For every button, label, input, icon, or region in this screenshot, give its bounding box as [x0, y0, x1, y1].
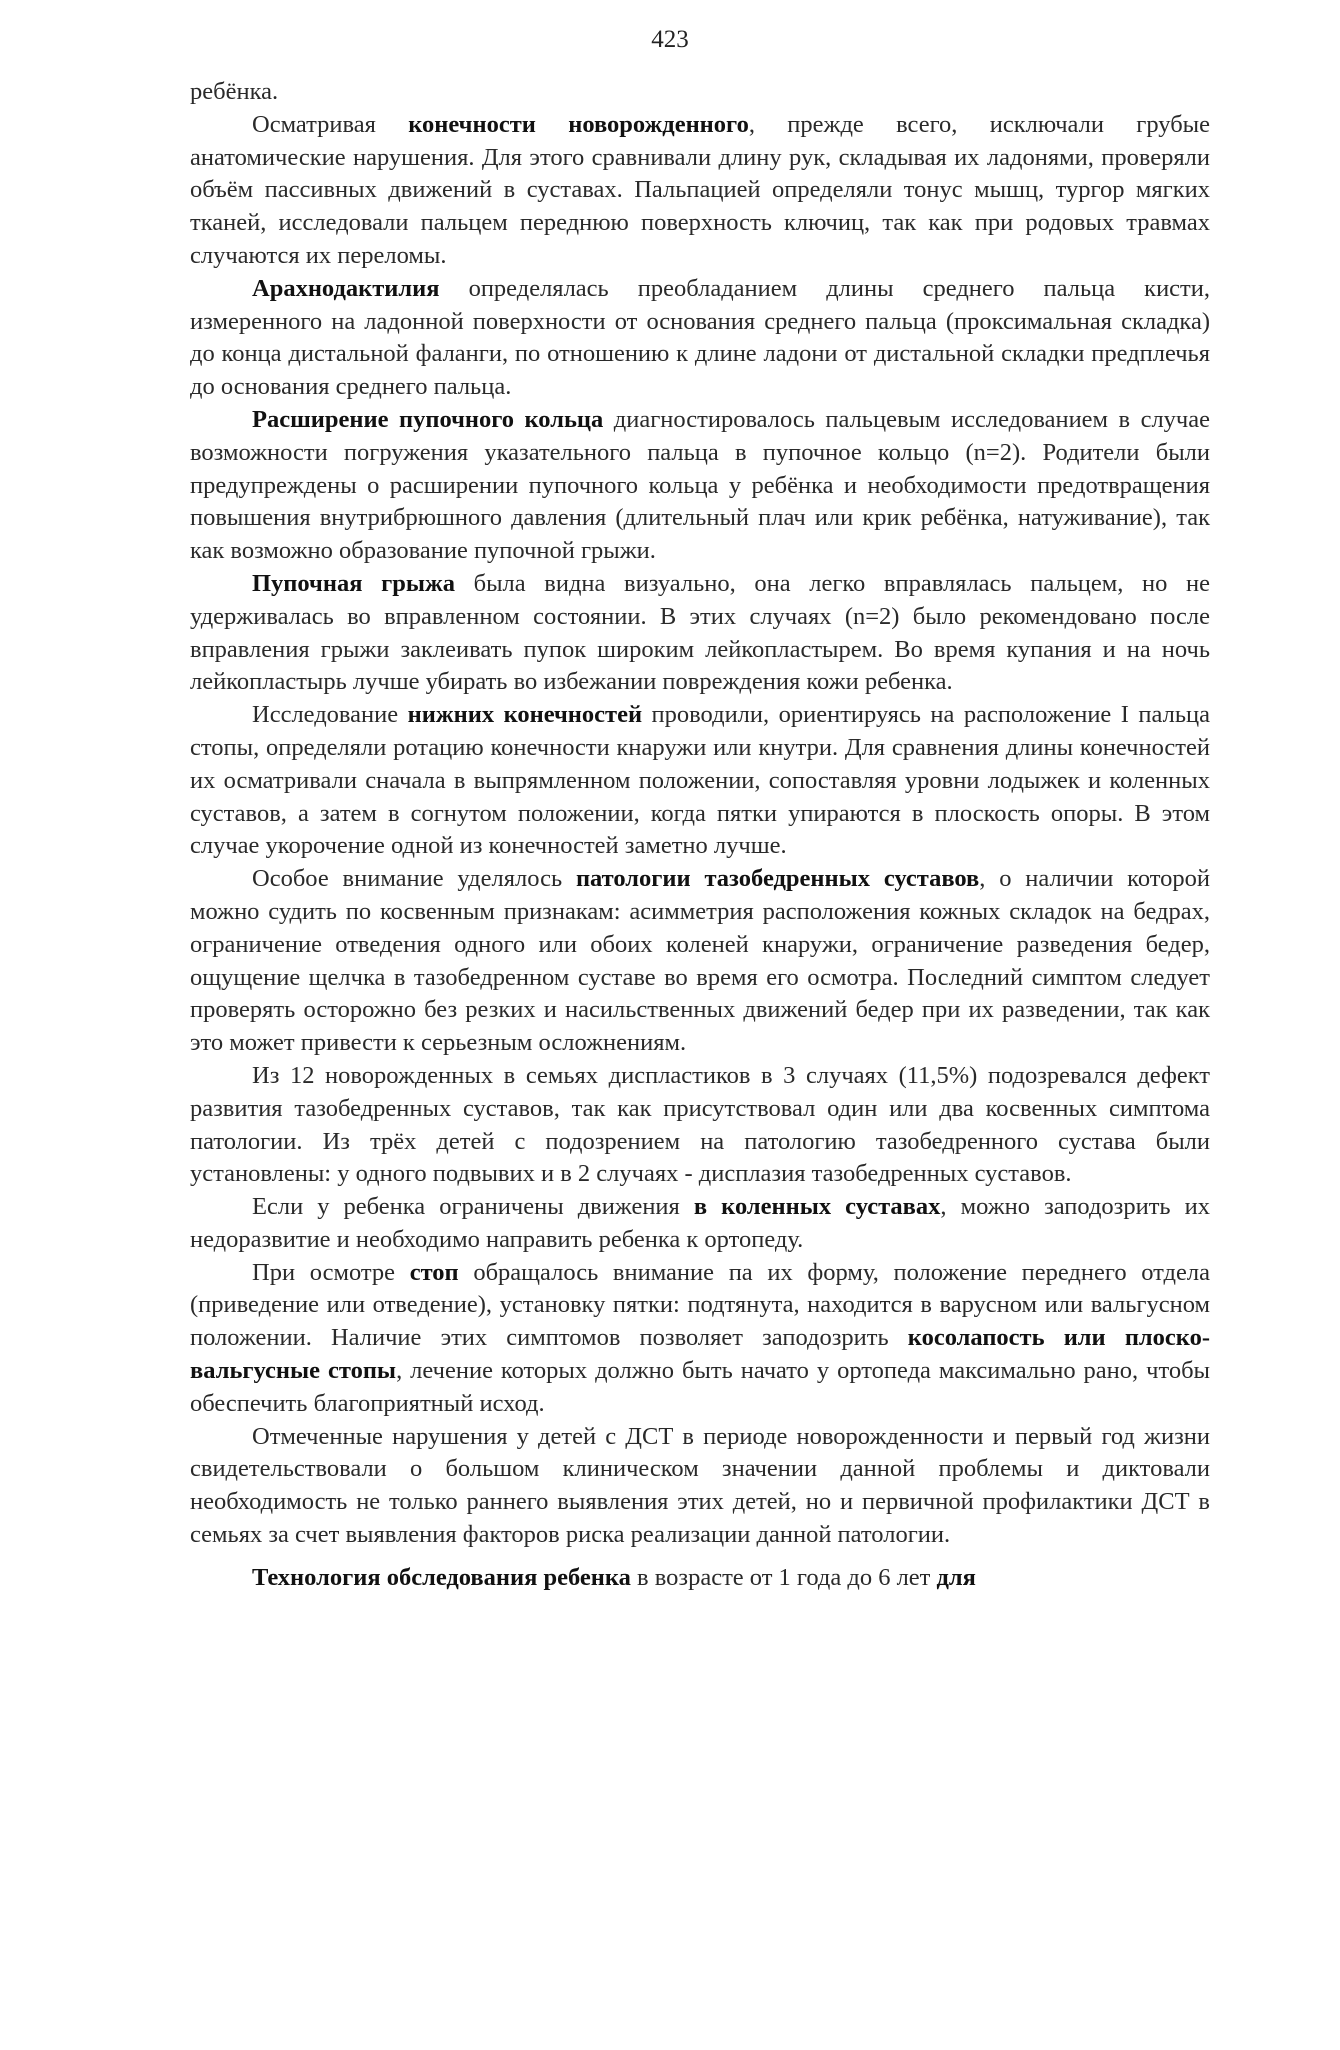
text-run: При осмотре [252, 1258, 410, 1286]
text-run: , можно заподозрить их недоразвитие и необходимо направить ребенка к ортопеду. [190, 1193, 1210, 1253]
text-run: , лечение которых должно быть начато у ортопеда максимально рано, чтобы обеспечить благоприятный исход. [190, 1357, 1211, 1417]
text-run: в возрасте от 1 года до 6 лет [630, 1563, 937, 1591]
paragraph [190, 863, 1210, 1060]
paragraph [190, 568, 1210, 699]
body-text [190, 76, 1210, 1595]
paragraph [190, 1421, 1210, 1552]
bold-term: Расширение пупочного кольца [252, 405, 604, 433]
bold-term: Арахнодактилия [252, 274, 440, 302]
bold-term: косолапость или плоско-вальгусные стопы [190, 1324, 1211, 1385]
paragraph [190, 404, 1210, 568]
text-run: была видна визуально, она легко вправлялась пальцем, но не удерживалась во вправленном состоянии. В этих случаях (n=2) было рекомендовано после вправления грыжи заклеивать пупок широким лейкопластырем. Во время купания и на ночь лейкопластырь лучше убирать во избежании повреждения кожи ребенка. [190, 569, 1211, 696]
paragraph [190, 109, 1210, 273]
paragraph [190, 1257, 1210, 1421]
text-run: Отмеченные нарушения у детей с ДСТ в периоде новорожденности и первый год жизни свидетельствовали о большом клиническом значении данной проблемы и диктовали необходимость не только раннего выявления этих детей, но и первичной профилактики ДСТ в семьях за счет выявления факторов риска реализации данной патологии. [190, 1422, 1210, 1549]
bold-term: патологии тазобедренных суставов [575, 865, 980, 893]
text-run: ребёнка. [190, 78, 279, 105]
text-run: Исследование [252, 701, 408, 729]
paragraph [190, 273, 1210, 404]
bold-term: Пупочная грыжа [252, 569, 455, 597]
bold-term: в коленных суставах [693, 1193, 941, 1221]
bold-term: Технология обследования ребенка [252, 1563, 631, 1591]
paragraph [190, 1060, 1210, 1191]
bold-term: для [936, 1563, 976, 1591]
text-run: Из 12 новорожденных в семьях диспластиков в 3 случаях (11,5%) подозревался дефект развития тазобедренных суставов, так как присутствовал один или два косвенных симптома патологии. Из трёх детей с подозрением на патологию тазобедренного сустава были установлены: у одного подвывих и в 2 случаях - дисплазия тазобедренных суставов. [190, 1061, 1210, 1188]
text-run: Осматривая [252, 110, 409, 138]
text-run: Особое внимание уделялось [252, 865, 576, 893]
paragraph [190, 76, 1210, 109]
page-number: 423 [651, 26, 689, 53]
bold-term: нижних конечностей [407, 701, 643, 729]
text-run: , о наличии которой можно судить по косвенным признакам: асимметрия расположения кожных складок на бедрах, ограничение отведения одного или обоих коленей кнаружи, ограничение разведения бедер, ощущение щелчка в тазобедренном суставе во время его осмотра. Последний симптом следует проверять осторожно без резких и насильственных движений бедер при их разведении, так как это может привести к серьезным осложнениям. [190, 865, 1211, 1057]
bold-term: конечности новорожденного [408, 110, 749, 138]
paragraph [190, 1562, 1210, 1595]
paragraph [190, 1191, 1210, 1257]
paragraph [190, 699, 1210, 863]
text-run: определялась преобладанием длины среднего пальца кисти, измеренного на ладонной поверхности от основания среднего пальца (проксимальная складка) до конца дистальной фаланги, по отношению к длине ладони от дистальной складки предплечья до основания среднего пальца. [190, 274, 1210, 401]
bold-term: стоп [409, 1258, 459, 1286]
text-run: , прежде всего, исключали грубые анатомические нарушения. Для этого сравнивали длину рук, складывая их ладонями, проверяли объём пассивных движений в суставах. Пальпацией определяли тонус мышц, тургор мягких тканей, исследовали пальцем переднюю поверхность ключиц, так как при родовых травмах случаются их переломы. [190, 110, 1211, 269]
text-run: проводили, ориентируясь на расположение I пальца стопы, определяли ротацию конечности кнаружи или кнутри. Для сравнения длины конечностей их осматривали сначала в выпрямленном положении, сопоставляя уровни лодыжек и коленных суставов, а затем в согнутом положении, когда пятки упираются в плоскость опоры. В этом случае укорочение одной из конечностей заметно лучше. [190, 701, 1210, 860]
text-run: диагностировалось пальцевым исследованием в случае возможности погружения указательного пальца в пупочное кольцо (n=2). Родители были предупреждены о расширении пупочного кольца у ребёнка и необходимости предотвращения повышения внутрибрюшного давления (длительный плач или крик ребёнка, натуживание), так как возможно образование пупочной грыжи. [190, 405, 1210, 565]
text-run: обращалось внимание па их форму, положение переднего отдела (приведение или отведение), установку пятки: подтянута, находится в варусном или вальгусном положении. Наличие этих симптомов позволяет заподозрить [190, 1258, 1210, 1352]
text-run: Если у ребенка ограничены движения [252, 1193, 694, 1221]
